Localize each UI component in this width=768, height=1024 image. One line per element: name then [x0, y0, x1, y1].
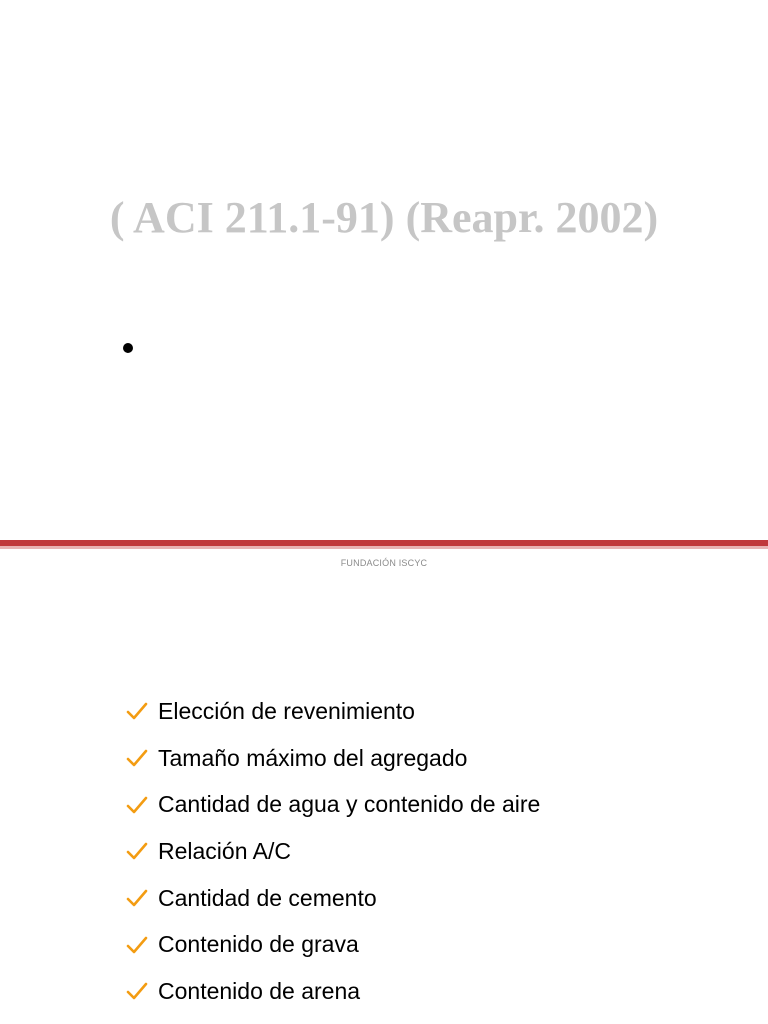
checklist-item	[126, 968, 540, 1015]
checklist-item	[126, 875, 540, 922]
checklist-item-label: Cantidad de agua y contenido de aire	[158, 791, 541, 818]
check-icon	[126, 841, 148, 861]
checklist-item	[126, 921, 540, 968]
check-icon	[126, 981, 148, 1001]
checklist	[126, 688, 540, 1015]
slide-footer: FUNDACIÓN ISCYC	[340, 558, 428, 568]
check-icon	[126, 748, 148, 768]
check-icon	[126, 935, 148, 955]
checklist-item-label: Cantidad de cemento	[158, 884, 377, 911]
checklist-item-label: Tamaño máximo del agregado	[158, 744, 468, 771]
check-icon	[126, 888, 148, 908]
slide-title: ( ACI 211.1-91) (Reapr. 2002)	[109, 193, 659, 242]
checklist-item	[126, 735, 540, 782]
checklist-item-label: Relación A/C	[158, 837, 291, 864]
slide-divider-shadow	[0, 546, 768, 549]
bullet-dot	[123, 343, 133, 353]
check-icon	[126, 795, 148, 815]
checklist-item	[126, 688, 540, 735]
checklist-item	[126, 828, 540, 875]
checklist-item-label: Elección de revenimiento	[158, 697, 415, 724]
checklist-item-label: Contenido de arena	[158, 977, 361, 1004]
checklist-item-label: Contenido de grava	[158, 931, 359, 958]
checklist-item	[126, 781, 540, 828]
check-icon	[126, 701, 148, 721]
